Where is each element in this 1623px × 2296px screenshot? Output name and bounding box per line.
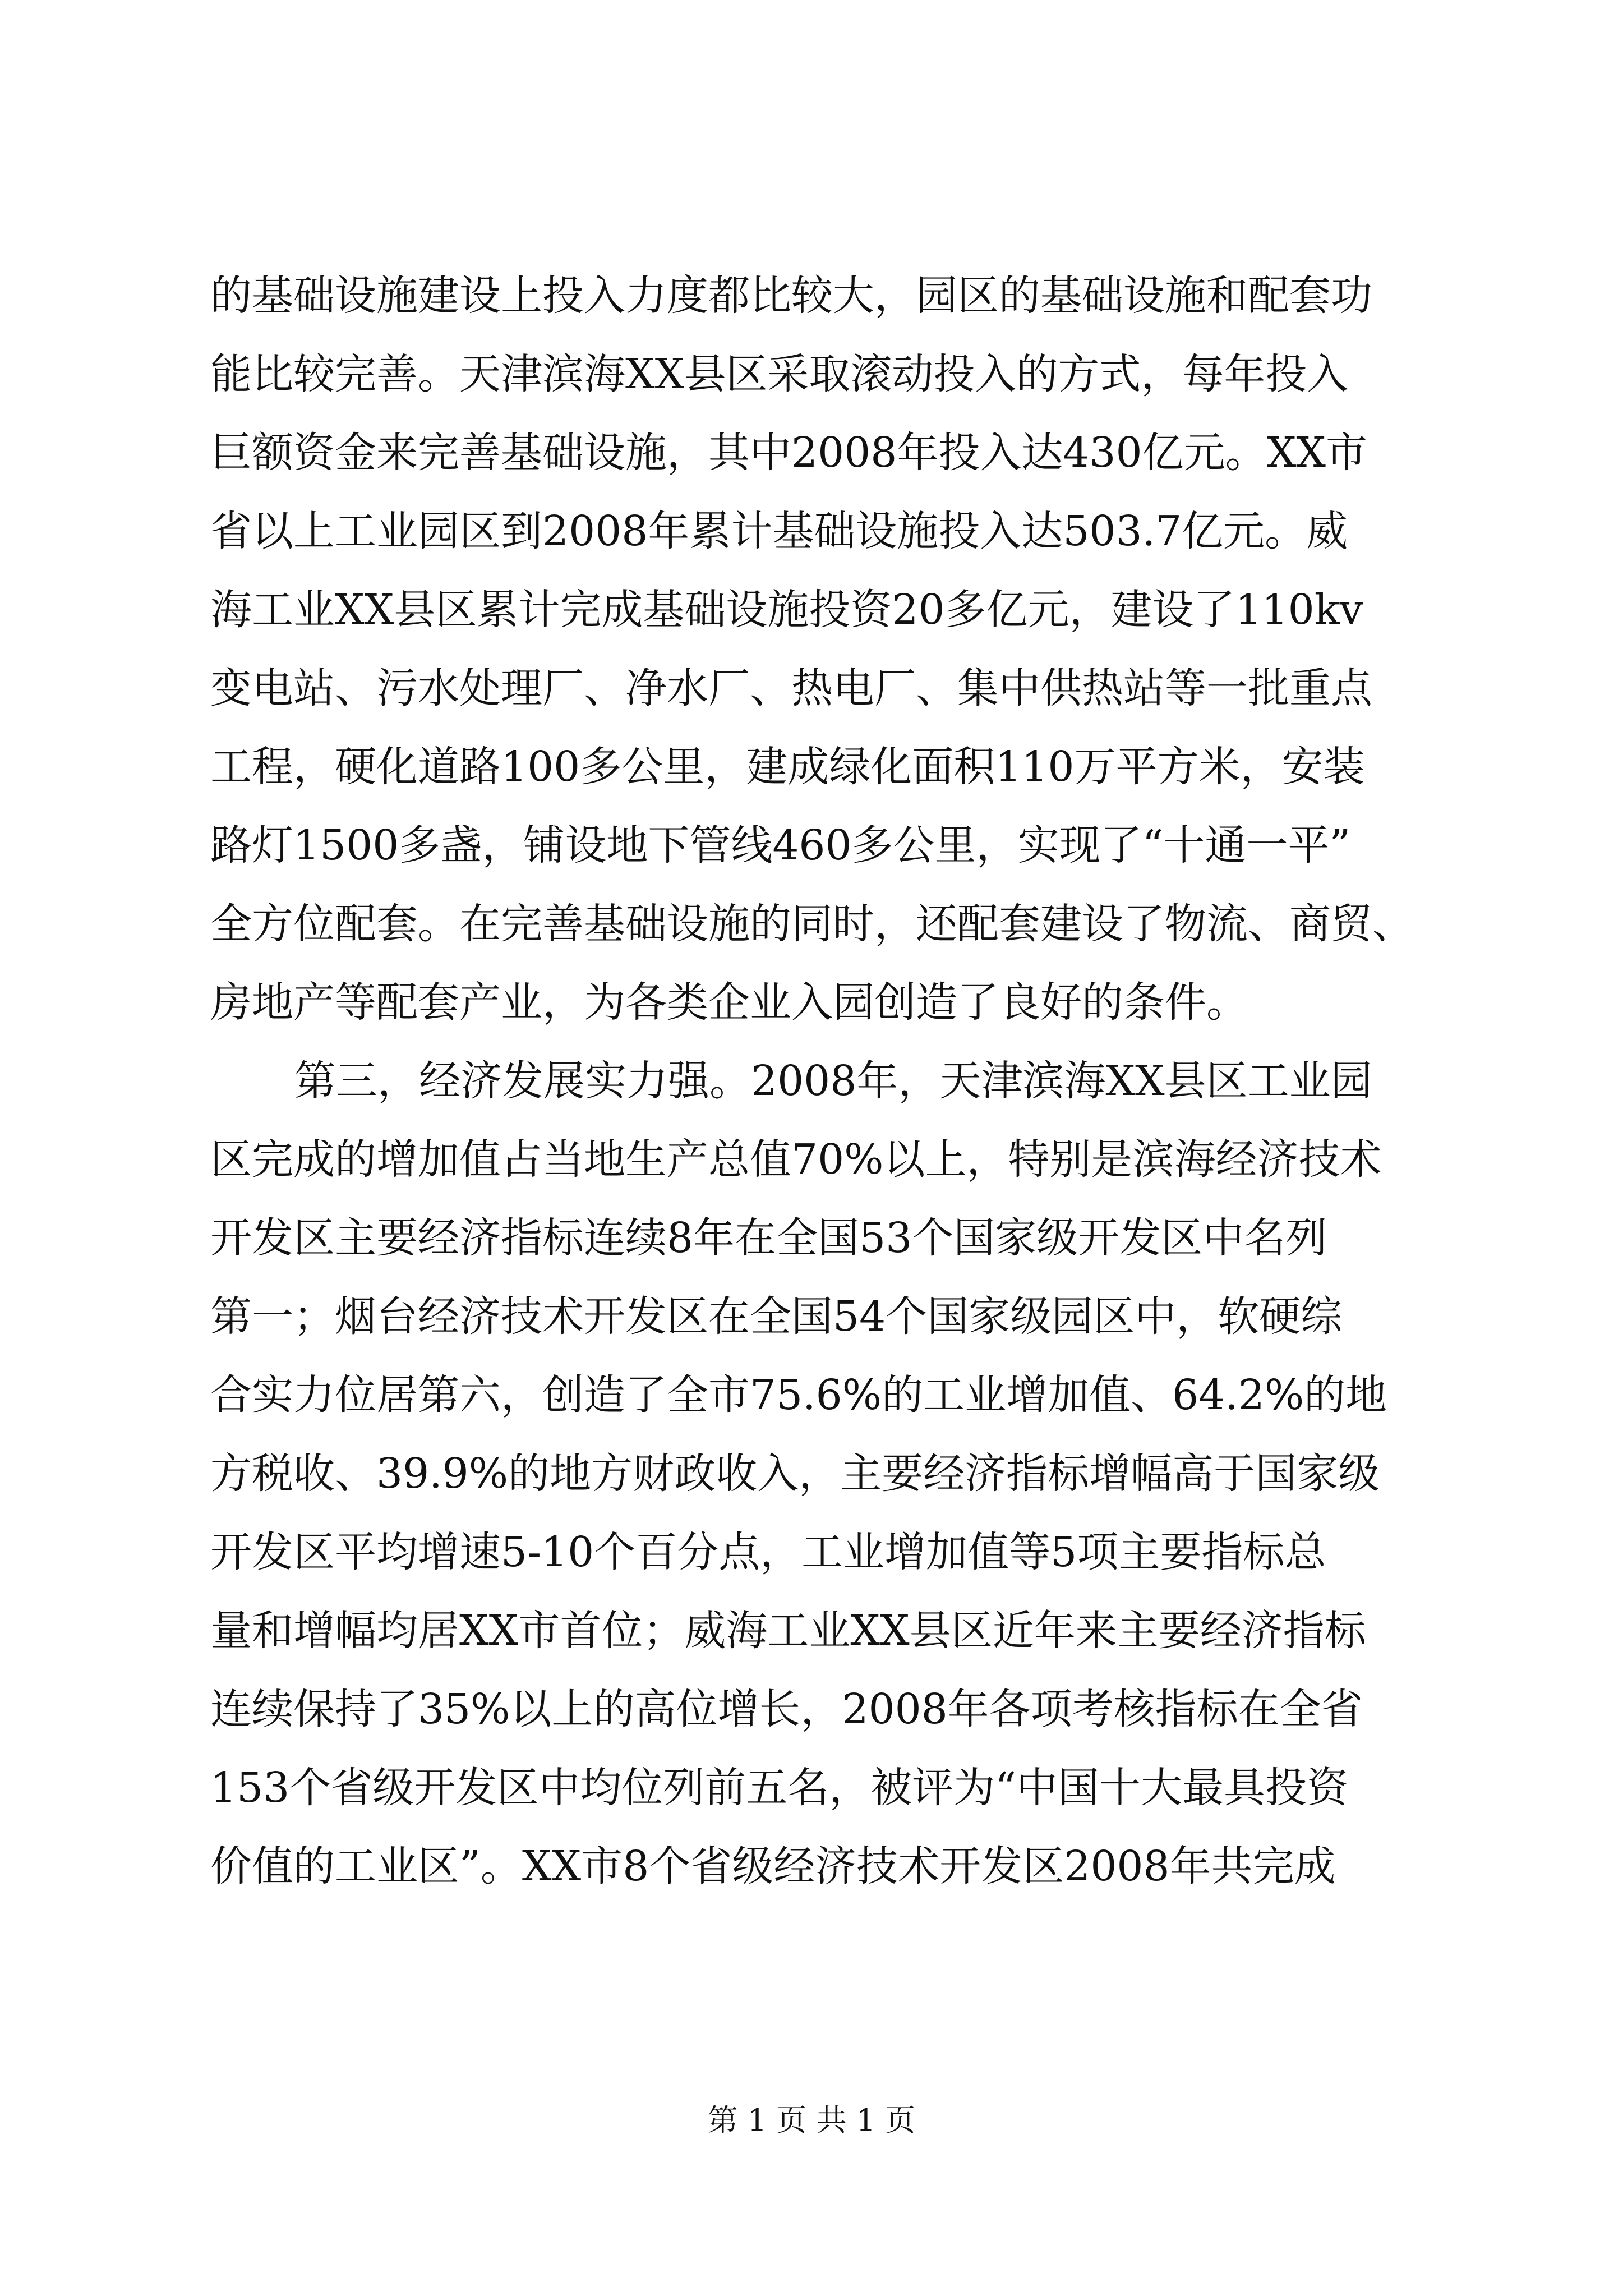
text-line: 省以上工业园区到2008年累计基础设施投入达503.7亿元。威 [210,507,1348,555]
text-line: 开发区主要经济指标连续8年在全国53个国家级开发区中名列 [210,1214,1327,1262]
text-line: 连续保持了35%以上的高位增长，2008年各项考核指标在全省 [210,1685,1363,1733]
text-line: 第一；烟台经济技术开发区在全国54个国家级园区中，软硬综 [210,1292,1343,1341]
text-line: 变电站、污水处理厂、净水厂、热电厂、集中供热站等一批重点 [210,664,1372,712]
text-line: 的基础设施建设上投入力度都比较大，园区的基础设施和配套功 [210,272,1372,320]
text-line: 合实力位居第六，创造了全市75.6%的工业增加值、64.2%的地 [210,1371,1387,1419]
text-line: 全方位配套。在完善基础设施的同时，还配套建设了物流、商贸、 [210,900,1414,948]
paragraph-start-line: 第三，经济发展实力强。2008年，天津滨海XX县区工业园 [294,1057,1372,1105]
text-line: 量和增幅均居XX市首位；威海工业XX县区近年来主要经济指标 [210,1607,1366,1655]
text-line: 153个省级开发区中均位列前五名，被评为“中国十大最具投资 [210,1764,1349,1812]
page-number-footer: 第 1 页 共 1 页 [707,2102,916,2138]
text-line: 工程，硬化道路100多公里，建成绿化面积110万平方米，安装 [210,743,1365,791]
text-line: 方税收、39.9%的地方财政收入，主要经济指标增幅高于国家级 [210,1450,1380,1498]
text-line: 价值的工业区”。XX市8个省级经济技术开发区2008年共完成 [210,1842,1336,1890]
text-line: 能比较完善。天津滨海XX县区采取滚动投入的方式，每年投入 [210,350,1349,398]
text-line: 海工业XX县区累计完成基础设施投资20多亿元，建设了110kv [210,586,1363,634]
text-line: 路灯1500多盏，铺设地下管线460多公里，实现了“十通一平” [210,821,1351,869]
text-line: 区完成的增加值占当地生产总值70%以上，特别是滨海经济技术 [210,1135,1382,1184]
text-line: 开发区平均增速5-10个百分点，工业增加值等5项主要指标总 [210,1528,1326,1576]
text-line: 房地产等配套产业，为各类企业入园创造了良好的条件。 [210,978,1248,1027]
text-line: 巨额资金来完善基础设施，其中2008年投入达430亿元。XX市 [210,429,1367,477]
